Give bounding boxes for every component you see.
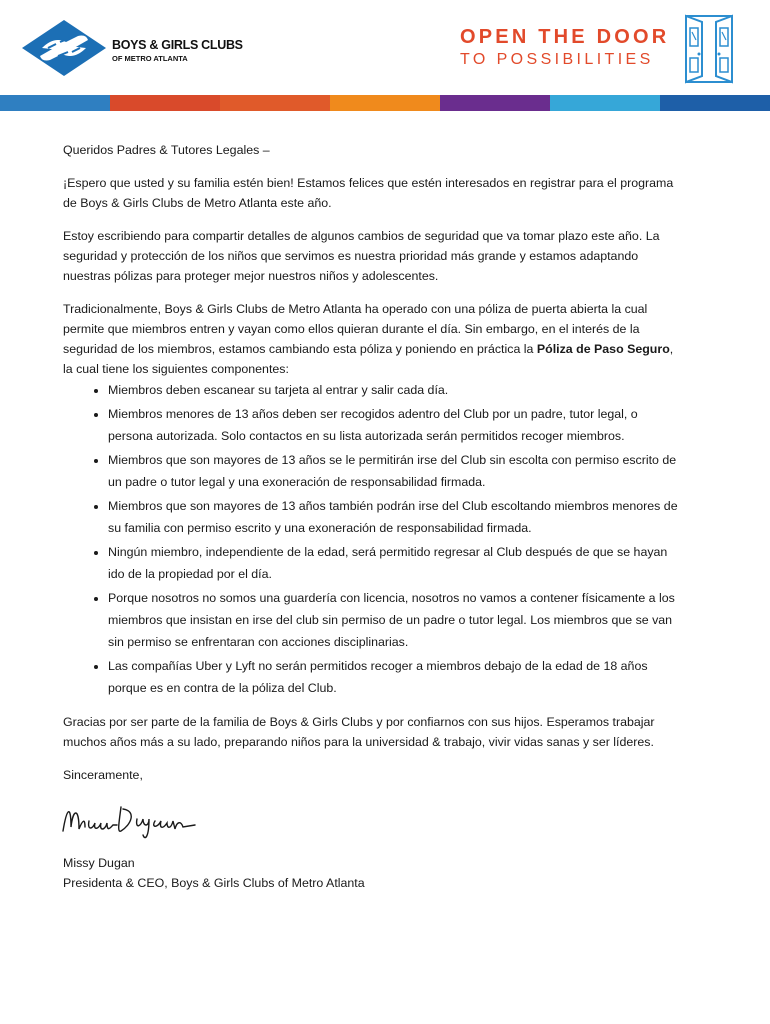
signer-name: Missy Dugan bbox=[63, 856, 135, 870]
policy-tail: , la cual tiene los siguientes componentes: bbox=[63, 342, 674, 376]
policy-name: Póliza de Paso Seguro bbox=[536, 342, 670, 356]
closing: Sinceramente, bbox=[63, 768, 143, 782]
list-item: • Las compañías Uber y Lyft no serán permitidos recoger a miembros debajo de la edad de 18 años porque es en contra de la póliza del Club. bbox=[108, 655, 683, 699]
open-door-icon bbox=[676, 12, 742, 86]
bgc-hands-icon bbox=[20, 18, 108, 78]
stripe-segment bbox=[110, 95, 220, 111]
org-logo bbox=[20, 18, 270, 78]
policy-text: Tradicionalmente, Boys & Girls Clubs de Metro Atlanta ha operado con una póliza de puerta abierta la cual permite que miembros entren y vayan como ellos quieran durante el día. Sin embargo, en el interés de la seguridad de los miembros, estamos cambiando esta póliza y poniendo en práctica la bbox=[63, 302, 648, 356]
campaign-tagline bbox=[460, 26, 670, 70]
list-item: • Miembros que son mayores de 13 años también podrán irse del Club escoltando miembros menores de su familia con permiso escrito y una exoneración de responsabilidad firmada. bbox=[108, 495, 683, 539]
list-item: • Miembros que son mayores de 13 años se le permitirán irse del Club sin escolta con permiso escrito de un padre o tutor legal y una exoneración de responsabilidad firmada. bbox=[108, 449, 683, 493]
letterhead bbox=[0, 0, 770, 112]
stripe-segment bbox=[330, 95, 440, 111]
paragraph-policy bbox=[63, 299, 683, 379]
org-name: BOYS & GIRLS CLUBS bbox=[112, 38, 243, 52]
policy-components-list bbox=[63, 379, 683, 699]
list-item: • Ningún miembro, independiente de la edad, será permitido regresar al Club después de que se hayan ido de la propiedad por el día. bbox=[108, 541, 683, 585]
signature-image bbox=[59, 797, 199, 847]
stripe-segment bbox=[660, 95, 770, 111]
list-item: • Porque nosotros no somos una guardería con licencia, nosotros no vamos a contener físicamente a los miembros que insistan en irse del club sin permiso de un padre o tutor legal. Los miembros que se van sin permiso se enfrentaran con acciones disciplinarias. bbox=[108, 587, 683, 653]
stripe-segment bbox=[550, 95, 660, 111]
org-subtitle: OF METRO ATLANTA bbox=[112, 54, 188, 63]
greeting: Queridos Padres & Tutores Legales – bbox=[63, 143, 270, 157]
campaign-line-2: TO POSSIBILITIES bbox=[460, 51, 654, 68]
list-item: • Miembros deben escanear su tarjeta al entrar y salir cada día. bbox=[108, 379, 683, 401]
stripe-segment bbox=[0, 95, 110, 111]
campaign-line-1: OPEN THE DOOR bbox=[460, 26, 670, 48]
signer-title: Presidenta & CEO, Boys & Girls Clubs of Metro Atlanta bbox=[63, 876, 365, 890]
handwritten-signature bbox=[63, 795, 683, 853]
stripe-segment bbox=[220, 95, 330, 111]
list-item: • Miembros menores de 13 años deben ser recogidos adentro del Club por un padre, tutor legal, o persona autorizada. Solo contactos en su lista autorizada serán permitidos recoger miembros. bbox=[108, 403, 683, 447]
letter-body bbox=[63, 140, 683, 893]
color-stripe bbox=[0, 95, 770, 111]
paragraph-intro: ¡Espero que usted y su familia estén bien! Estamos felices que estén interesados en registrar para el programa de Boys & Girls Clubs de Metro Atlanta este año. bbox=[63, 176, 674, 210]
paragraph-thanks: Gracias por ser parte de la familia de Boys & Girls Clubs y por confiarnos con sus hijos. Esperamos trabajar muchos años más a su lado, preparando niños para la universidad & trabajo, vivir vidas sanas y ser líderes. bbox=[63, 715, 655, 749]
paragraph-safety: Estoy escribiendo para compartir detalles de algunos cambios de seguridad que va tomar plazo este año. La seguridad y protección de los niños que servimos es nuestra prioridad más grande y estamos adaptando nuestras pólizas para proteger mejor nuestros niños y adolescentes. bbox=[63, 229, 660, 283]
stripe-segment bbox=[440, 95, 550, 111]
signer-block bbox=[63, 853, 683, 893]
